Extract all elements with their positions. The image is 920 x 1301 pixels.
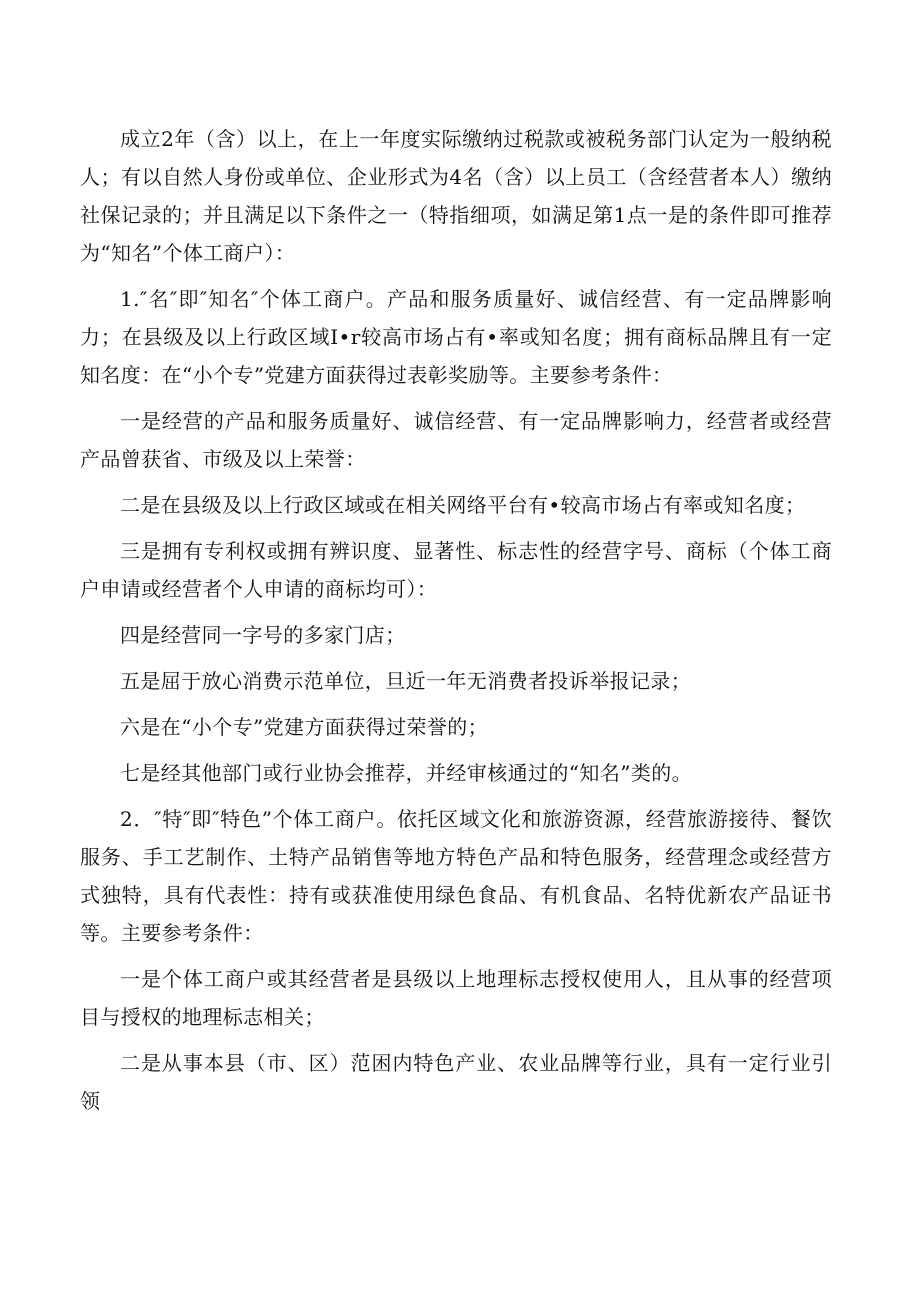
paragraph-well-known-definition: 1.″名″即″知名″个体工商户。产品和服务质量好、诚信经营、有一定品牌影响力；在县级及以上行政区域I•r较高市场占有•率或知名度；拥有商标品牌且有一定知名度：在“小个专”党建方面获得过表彰奖励等。主要参考条件： bbox=[80, 287, 832, 387]
paragraph-condition-2: 二是在县级及以上行政区域或在相关网络平台有•较高市场占有率或知名度； bbox=[120, 493, 806, 517]
paragraph-condition-5: 五是屈于放心消费示范单位，旦近一年无消费者投诉举报记录； bbox=[120, 669, 692, 693]
paragraph-condition-4: 四是经营同一字号的多家门店； bbox=[120, 623, 406, 647]
paragraph-condition-3: 三是拥有专利权或拥有辨识度、显著性、标志性的经营字号、商标（个体工商户申请或经营者个人申请的商标均可）： bbox=[80, 539, 832, 601]
paragraph-special-condition-1: 一是个体工商户或其经营者是县级以上地理标志授权使用人，且从事的经营项目与授权的地理标志相关； bbox=[80, 967, 832, 1029]
paragraph-condition-7: 七是经其他部门或行业协会推荐，并经审核通过的“知名”类的。 bbox=[120, 761, 693, 785]
paragraph-condition-6: 六是在“小个专”党建方面获得过荣誉的； bbox=[120, 715, 489, 739]
paragraph-special-condition-2: 二是从事本县（市、区）范困内特色产业、农业品牌等行业，具有一定行业引领 bbox=[80, 1051, 832, 1113]
document-body bbox=[80, 120, 832, 1128]
paragraph-special-definition: 2．″特″即″特色”个体工商户。依托区域文化和旅游资源，经营旅游接待、餐饮服务、手工艺制作、土特产品销售等地方特色产品和特色服务，经营理念或经营方式独特，具有代表性：持有或获准使用绿色食品、有机食品、名特优新农产品证书等。主要参考条件： bbox=[80, 807, 832, 945]
paragraph-eligibility: 成立2年（含）以上，在上一年度实际缴纳过税款或被税务部门认定为一般纳税人；有以自然人身份或单位、企业形式为4名（含）以上员工（含经营者本人）缴纳社保记录的；并且满足以下条件之一（特指细项，如满足第1点一是的条件即可推荐为“知名”个体工商户）： bbox=[80, 127, 832, 265]
paragraph-condition-1: 一是经营的产品和服务质量好、诚信经营、有一定品牌影响力，经营者或经营产品曾获省、市级及以上荣誉： bbox=[80, 409, 832, 471]
